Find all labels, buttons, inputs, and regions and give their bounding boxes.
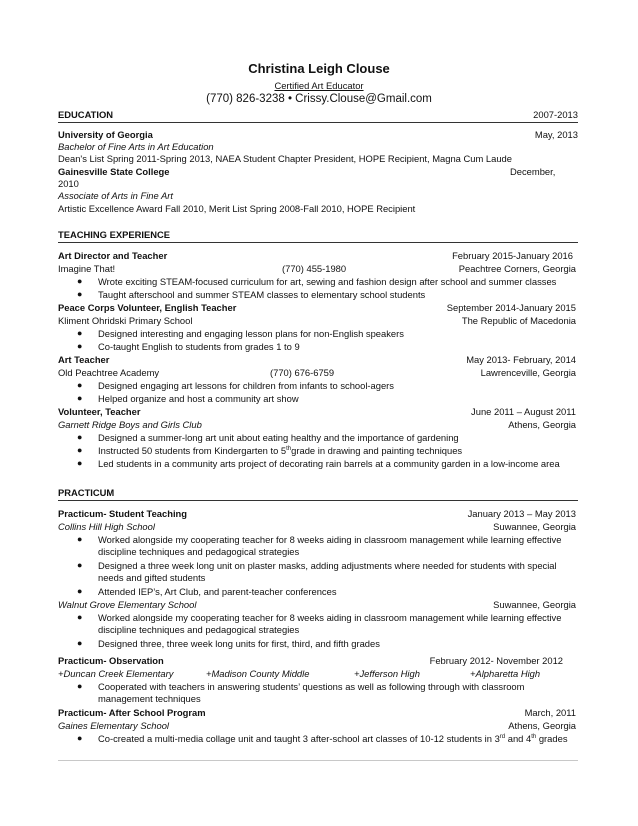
job3-location: Lawrenceville, Georgia [480,367,576,378]
bullet-icon: ● [77,681,83,691]
candidate-name: Christina Leigh Clouse [248,61,390,76]
education-years: 2007-2013 [533,109,578,120]
gsc-degree: Associate of Arts in Fine Art [58,190,173,201]
page-bottom-rule [58,760,578,761]
p3-date: March, 2011 [524,707,576,718]
uga-honors: Dean's List Spring 2011-Spring 2013, NAEA Student Chapter President, HOPE Recipient, Magna Cum Laude [58,153,512,164]
job2-role: Peace Corps Volunteer, English Teacher [58,302,237,313]
bullet-icon: ● [77,560,83,570]
p1-location-2: Suwannee, Georgia [493,599,576,610]
uga-school: University of Georgia [58,129,153,140]
job1-date: February 2015-January 2016 [452,250,573,261]
bullet-icon: ● [77,638,83,648]
job1-phone: (770) 455-1980 [282,263,347,274]
p1-bullet-4b: discipline techniques and pedagogical strategies [98,624,300,635]
job4-bullet-1: Designed a summer-long art unit about eating healthy and the importance of gardening [98,432,459,443]
job2-bullet-2: Co-taught English to students from grades 1 to 9 [98,341,300,352]
gsc-honors: Artistic Excellence Award Fall 2010, Merit List Spring 2008-Fall 2010, HOPE Recipient [58,203,416,214]
p2-school-1: +Duncan Creek Elementary [58,668,174,679]
gsc-school: Gainesville State College [58,166,170,177]
p1-bullet-1b: discipline techniques and pedagogical strategies [98,546,300,557]
bullet-icon: ● [77,445,83,455]
p3-school: Gaines Elementary School [58,720,169,731]
bullet-icon: ● [77,432,83,442]
bullet-icon: ● [77,534,83,544]
job2-org: Kliment Ohridski Primary School [58,315,193,326]
job1-org: Imagine That! [58,263,116,274]
job4-bullet-2: Instructed 50 students from Kindergarten to 5thgrade in drawing and painting techniques [98,445,463,456]
uga-date: May, 2013 [534,129,578,140]
p1-bullet-2a: Designed a three week long unit on plaster masks, adding adjustments where needed for students with special [98,560,557,571]
bullet-icon: ● [77,328,83,338]
section-divider [58,122,578,123]
p1-bullet-4a: Worked alongside my cooperating teacher for 8 weeks aiding in classroom management while learning effective [98,612,562,623]
job2-date: September 2014-January 2015 [446,302,576,313]
job4-role: Volunteer, Teacher [58,406,141,417]
uga-degree: Bachelor of Fine Arts in Art Education [58,141,214,152]
bullet-icon: ● [77,458,83,468]
gsc-date-month: December, [510,166,556,177]
p3-location: Athens, Georgia [508,720,576,731]
p1-location-1: Suwannee, Georgia [493,521,576,532]
p3-role: Practicum- After School Program [58,707,206,718]
p2-bullet-1a: Cooperated with teachers in answering students’ questions as well as following through with classroom [98,681,525,692]
job4-bullet-3: Led students in a community arts project of decorating rain barrels at a community garden in a low-income area [98,458,560,469]
p1-date: January 2013 – May 2013 [467,508,576,519]
job3-date: May 2013- February, 2014 [466,354,576,365]
section-divider [58,242,578,243]
p1-role: Practicum- Student Teaching [58,508,188,519]
p1-bullet-5: Designed three, three week long units for first, third, and fifth grades [98,638,380,649]
job4-date: June 2011 – August 2011 [471,406,576,417]
candidate-title: Certified Art Educator [274,80,364,91]
job2-location: The Republic of Macedonia [461,315,576,326]
bullet-icon: ● [77,586,83,596]
p3-bullet-1: Co-created a multi-media collage unit and taught 3 after-school art classes of 10-12 students in 3rd and 4th grades [98,733,568,744]
job3-bullet-1: Designed engaging art lessons for children from infants to school-agers [98,380,394,391]
p2-school-3: +Jefferson High [354,668,420,679]
job3-phone: (770) 676-6759 [270,367,335,378]
teaching-heading: TEACHING EXPERIENCE [58,229,170,240]
p2-date: February 2012- November 2012 [429,655,563,666]
bullet-icon: ● [77,393,83,403]
gsc-date-year: 2010 [58,178,79,189]
job3-bullet-2: Helped organize and host a community art show [98,393,299,404]
p1-bullet-2b: needs and gifted students [98,572,206,583]
job1-bullet-1: Wrote exciting STEAM-focused curriculum for art, sewing and fashion design after school and summer classes [98,276,557,287]
job1-role: Art Director and Teacher [58,250,168,261]
p2-bullet-1b: management techniques [98,693,201,704]
contact-line: (770) 826-3238 • Crissy.Clouse@Gmail.com [206,93,432,105]
p1-bullet-3: Attended IEP’s, Art Club, and parent-teacher conferences [98,586,337,597]
bullet-icon: ● [77,276,83,286]
bullet-icon: ● [77,733,83,743]
p1-bullet-1a: Worked alongside my cooperating teacher for 8 weeks aiding in classroom management while learning effective [98,534,562,545]
p1-school-2: Walnut Grove Elementary School [58,599,197,610]
education-heading: EDUCATION [58,109,114,120]
bullet-icon: ● [77,289,83,299]
job1-location: Peachtree Corners, Georgia [458,263,576,274]
job3-role: Art Teacher [58,354,110,365]
section-divider [58,500,578,501]
p1-school-1: Collins Hill High School [58,521,155,532]
bullet-icon: ● [77,380,83,390]
p2-school-2: +Madison County Middle [206,668,310,679]
practicum-heading: PRACTICUM [58,487,115,498]
bullet-icon: ● [77,612,83,622]
bullet-icon: ● [77,341,83,351]
job3-org: Old Peachtree Academy [58,367,160,378]
job4-location: Athens, Georgia [508,419,576,430]
p2-school-4: +Alpharetta High [470,668,541,679]
job4-org: Garnett Ridge Boys and Girls Club [58,419,202,430]
p2-role: Practicum- Observation [58,655,164,666]
job2-bullet-1: Designed interesting and engaging lesson plans for non-English speakers [98,328,404,339]
job1-bullet-2: Taught afterschool and summer STEAM classes to elementary school students [98,289,426,300]
